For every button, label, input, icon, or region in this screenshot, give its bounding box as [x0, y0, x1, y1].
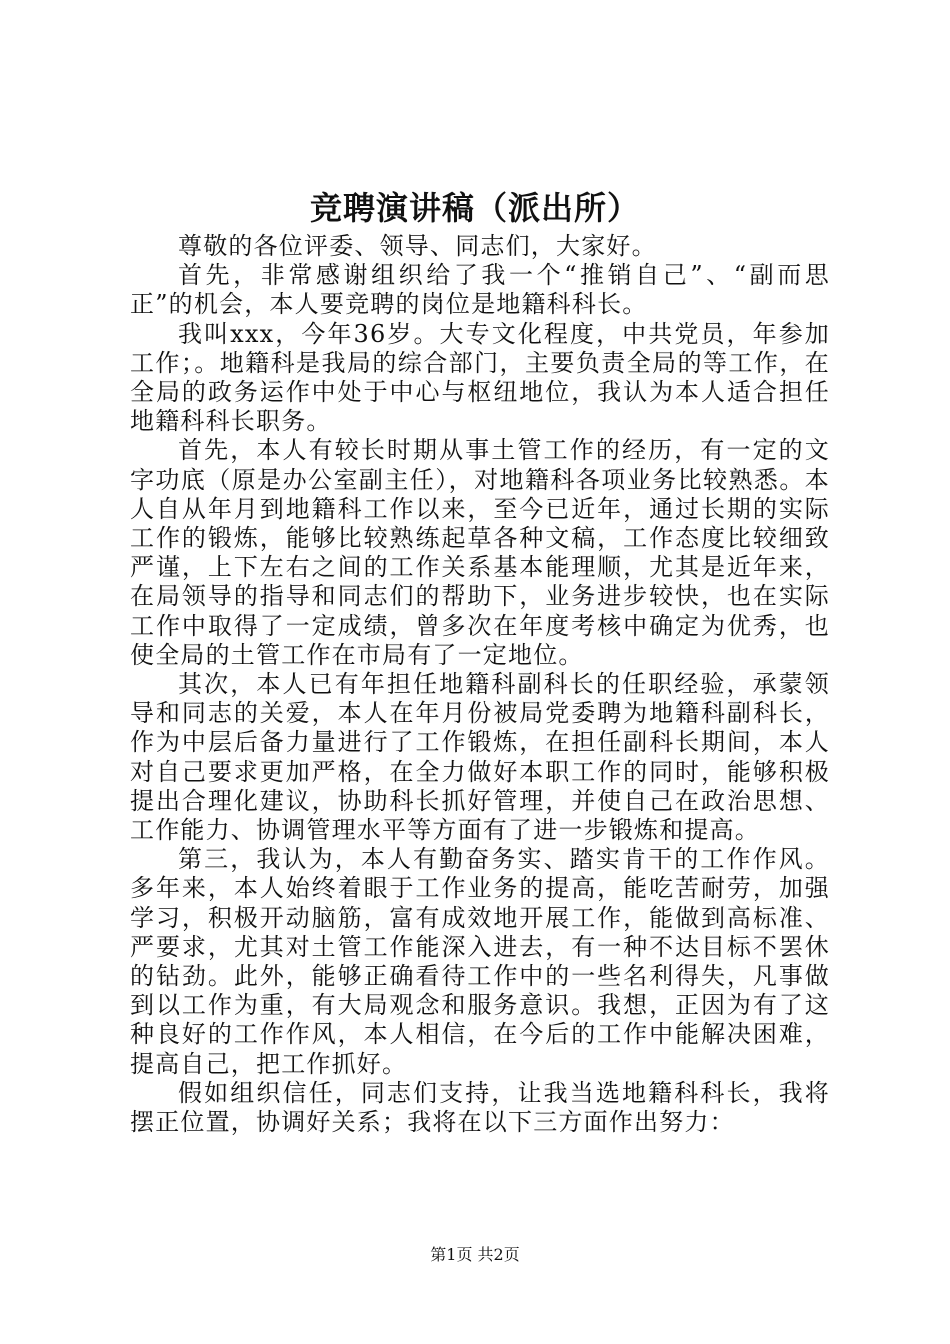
document-body — [130, 232, 830, 1137]
paragraph-thanks: 首先，非常感谢组织给了我一个“推销自己”、“副而思正”的机会，本人要竞聘的岗位是地籍科科长。 — [130, 261, 830, 319]
paragraph-self-intro: 我叫xxx，今年36岁。大专文化程度，中共党员，年参加工作；。地籍科是我局的综合部门，主要负责全局的等工作，在全局的政务运作中处于中心与枢纽地位，我认为本人适合担任地籍科科长职务。 — [130, 319, 830, 436]
paragraph-commitment: 假如组织信任，同志们支持，让我当选地籍科科长，我将摆正位置，协调好关系；我将在以下三方面作出努力： — [130, 1078, 830, 1137]
paragraph-third-point: 第三，我认为，本人有勤奋务实、踏实肯干的工作作风。多年来，本人始终着眼于工作业务的提高，能吃苦耐劳，加强学习，积极开动脑筋，富有成效地开展工作，能做到高标准、严要求，尤其对土管工作能深入进去，有一种不达目标不罢休的钻劲。此外，能够正确看待工作中的一些名利得失，凡事做到以工作为重，有大局观念和服务意识。我想，正因为有了这种良好的工作作风，本人相信，在今后的工作中能解决困难，提高自己，把工作抓好。 — [130, 845, 830, 1078]
paragraph-first-point: 首先，本人有较长时期从事土管工作的经历，有一定的文字功底（原是办公室副主任），对地籍科各项业务比较熟悉。本人自从年月到地籍科工作以来，至今已近年，通过长期的实际工作的锻炼，能够比较熟练起草各种文稿，工作态度比较细致严谨，上下左右之间的工作关系基本能理顺，尤其是近年来，在局领导的指导和同志们的帮助下，业务进步较快，也在实际工作中取得了一定成绩，曾多次在年度考核中确定为优秀，也使全局的土管工作在市局有了一定地位。 — [130, 436, 830, 669]
paragraph-greeting: 尊敬的各位评委、领导、同志们，大家好。 — [178, 232, 657, 260]
paragraph-second-point: 其次，本人已有年担任地籍科副科长的任职经验，承蒙领导和同志的关爱，本人在年月份被局党委聘为地籍科副科长，作为中层后备力量进行了工作锻炼，在担任副科长期间，本人对自己要求更加严格，在全力做好本职工作的同时，能够积极提出合理化建议，协助科长抓好管理，并使自己在政治思想、工作能力、协调管理水平等方面有了进一步锻炼和提高。 — [130, 670, 830, 845]
document-title: 竞聘演讲稿（派出所） — [309, 189, 640, 227]
page-footer: 第1页 共2页 — [430, 1245, 520, 1264]
